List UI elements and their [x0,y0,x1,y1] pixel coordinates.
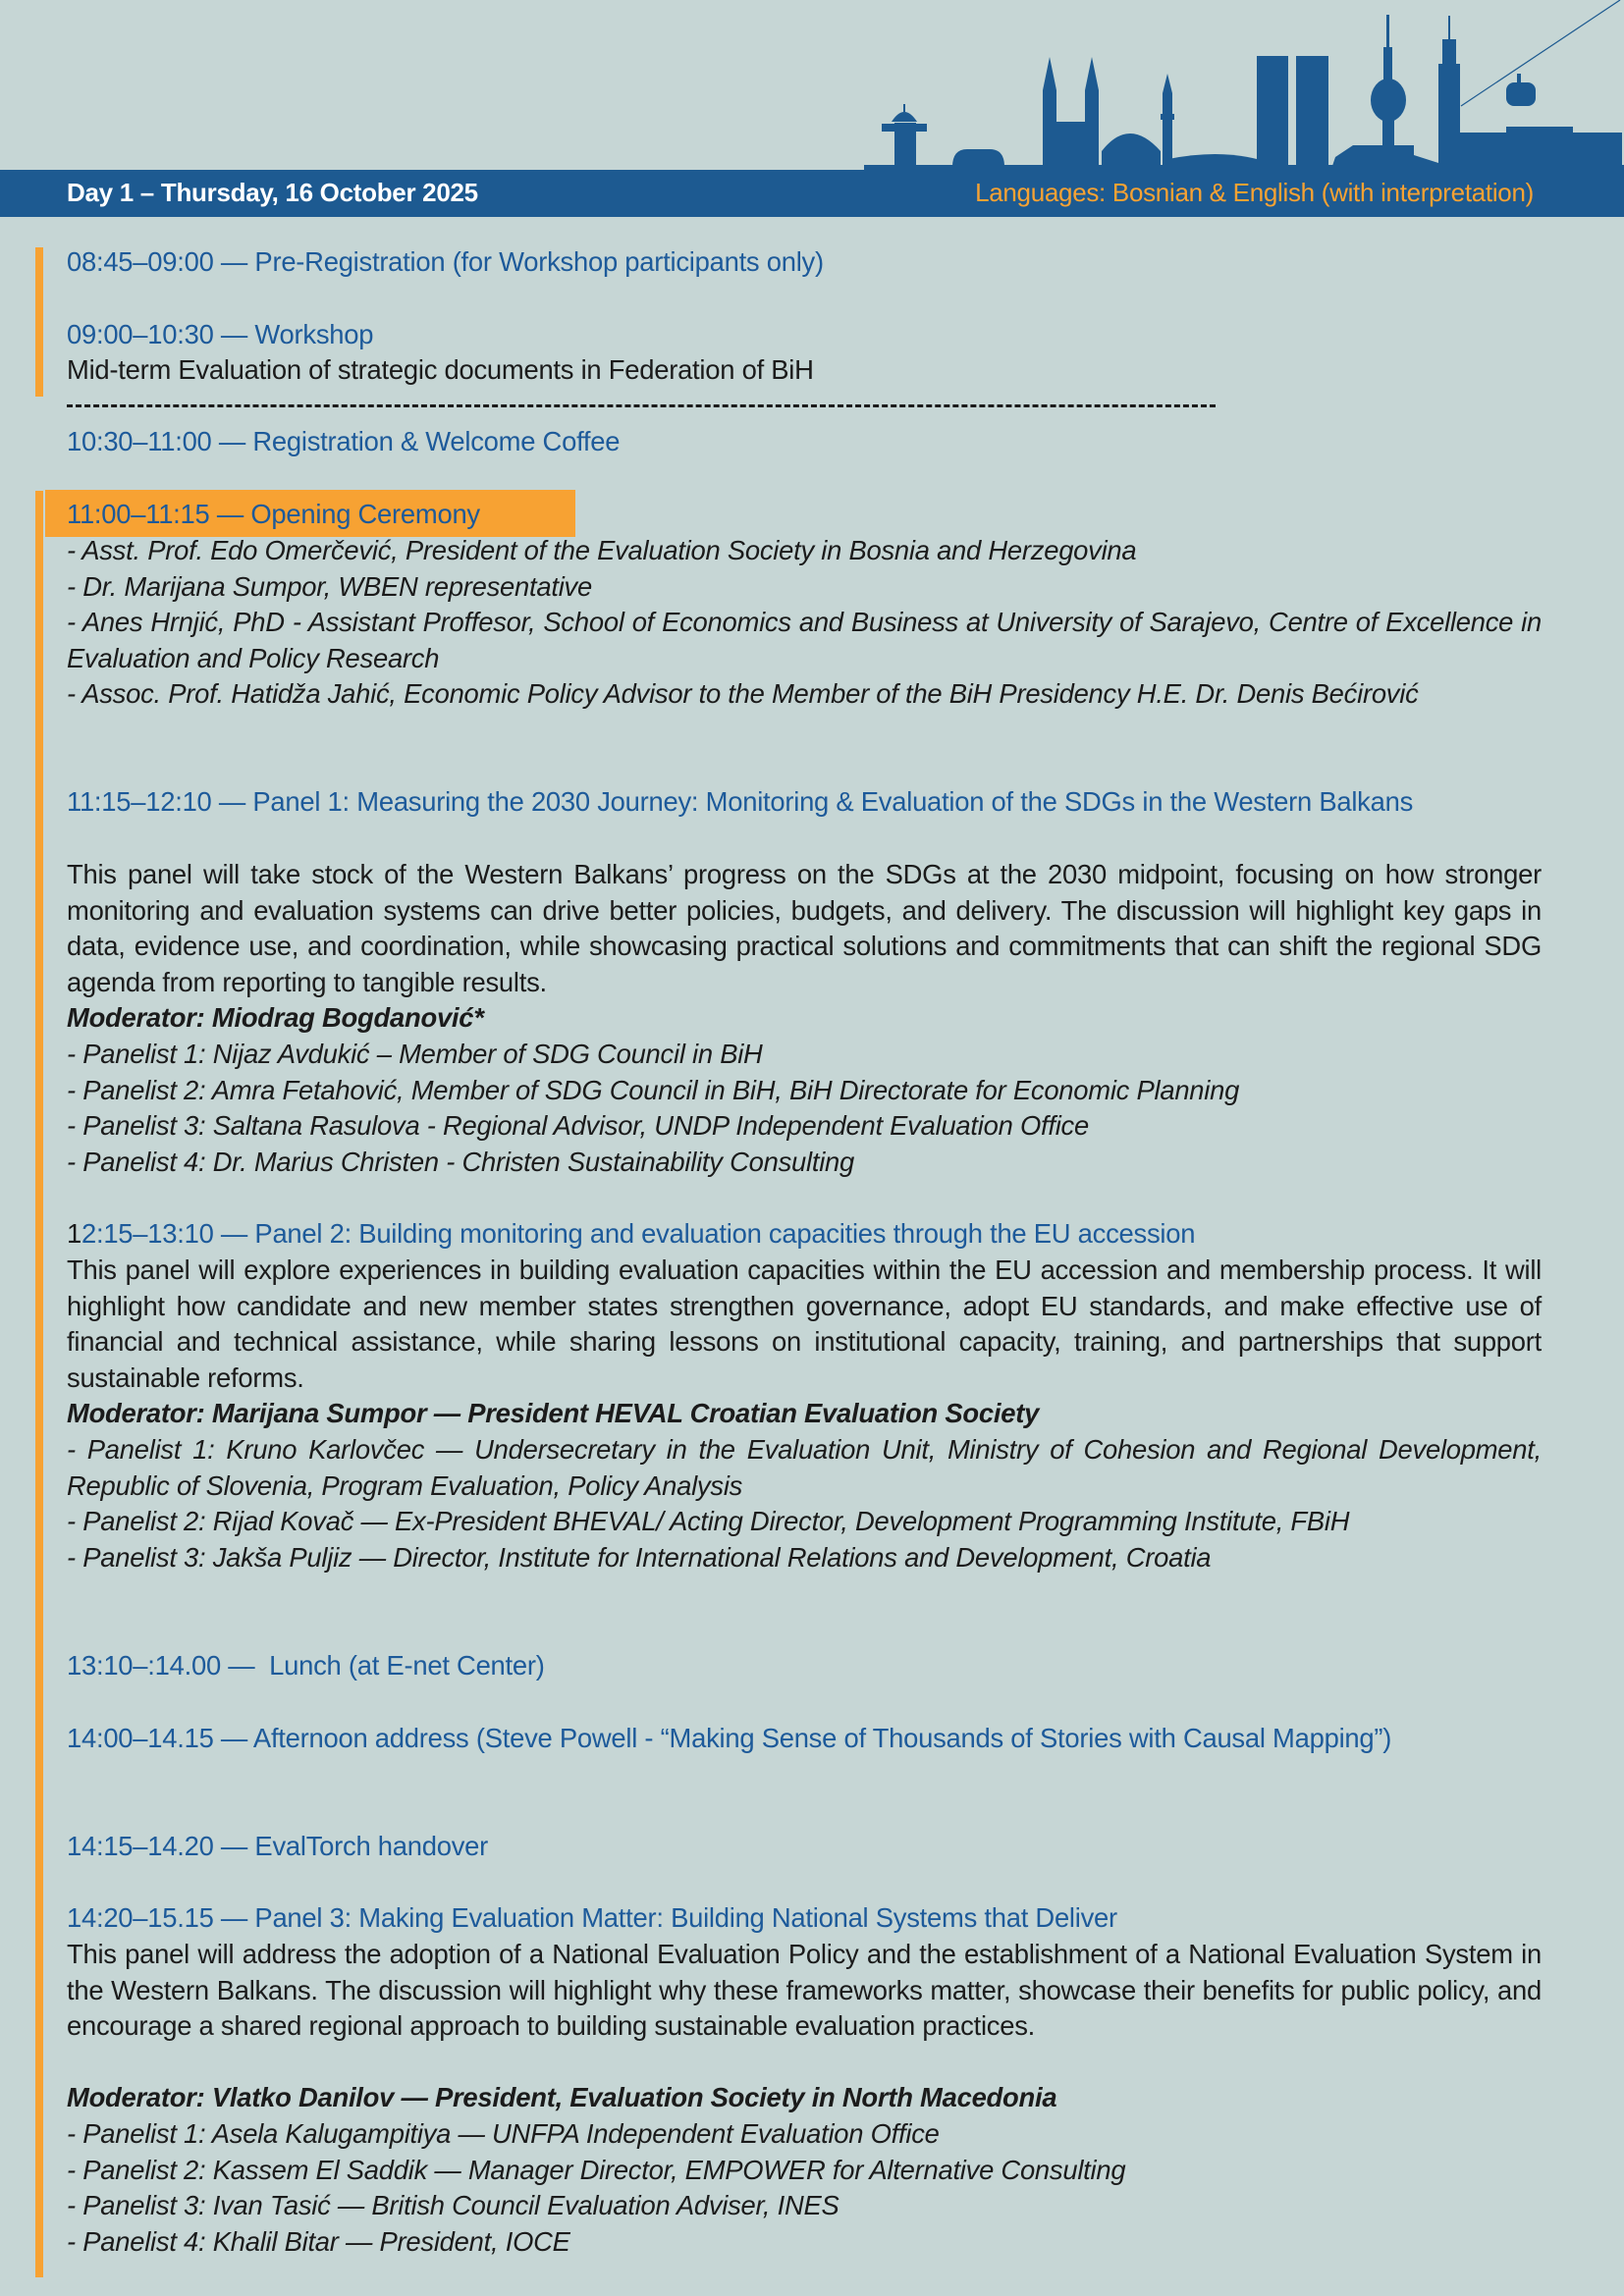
panelist: - Panelist 1: Asela Kalugampitiya — UNFPA Independent Evaluation Office [67,2118,940,2149]
speaker: - Asst. Prof. Edo Omerčević, President of the Evaluation Society in Bosnia and Herzegovina [67,535,1137,565]
languages-note: Languages: Bosnian & English (with interpretation) [975,178,1534,207]
panelist: - Panelist 2: Kassem El Saddik — Manager Director, EMPOWER for Alternative Consulting [67,2154,1126,2185]
speaker: - Dr. Marijana Sumpor, WBEN representative [67,570,592,602]
speaker: - Anes Hrnjić, PhD - Assistant Proffesor, School of Economics and Business at University of Sarajevo, Centre of Excellence in Evaluation and Policy Research [67,607,1542,673]
panel2-description: This panel will explore experiences in building evaluation capacities within the EU accession and membership process. It will highlight how candidate and new member states strengthen governance, adopt EU standards, and make effective use of financial and technical assistance, while sharing lessons on institutional capacity, training, and partnerships that support sustainable reforms. [67,1255,1542,1393]
panelist: - Panelist 1: Kruno Karlovčec — Undersecretary in the Evaluation Unit, Ministry of Cohesion and Regional Development, Republic of Slovenia, Program Evaluation, Policy Analysis [67,1434,1542,1501]
workshop-description: Mid-term Evaluation of strategic documents in Federation of BiH [67,354,814,385]
dashed-separator [67,404,1216,407]
panel2-title [67,1216,1542,1253]
panel3-description: This panel will address the adoption of a National Evaluation Policy and the establishment of a National Evaluation System in the Western Balkans. The discussion will highlight why these frameworks matter, showcase their benefits for public policy, and encourage a shared regional approach to building sustainable evaluation practices. [67,1939,1542,2041]
panel2-title-rest: 2:15–13:10 — Panel 2: Building monitoring and evaluation capacities through the EU accession [81,1218,1196,1249]
panel3-moderator: Moderator: Vlatko Danilov — President, Evaluation Society in North Macedonia [67,2082,1057,2112]
evaltorch-item: 14:15–14.20 — EvalTorch handover [67,1831,489,1861]
day-title: Day 1 – Thursday, 16 October 2025 [67,178,478,207]
panelist: - Panelist 3: Jakša Puljiz — Director, Institute for International Relations and Development, Croatia [67,1541,1212,1573]
panel1-description: This panel will take stock of the Western Balkans’ progress on the SDGs at the 2030 midpoint, focusing on how stronger monitoring and evaluation systems can drive better policies, budgets, and delivery. The discussion will highlight key gaps in data, evidence use, and coordination, while showcasing practical solutions and commitments that can shift the regional SDG agenda from reporting to tangible results. [67,859,1542,997]
panel3-title: 14:20–15.15 — Panel 3: Making Evaluation Matter: Building National Systems that Deliver [67,1902,1117,1933]
panelist: - Panelist 2: Amra Fetahović, Member of SDG Council in BiH, BiH Directorate for Economic Planning [67,1074,1240,1105]
panel3-panelists [67,2116,1542,2260]
panelist: - Panelist 4: Khalil Bitar — President, IOCE [67,2225,570,2257]
panelist: - Panelist 2: Rijad Kovač — Ex-President BHEVAL/ Acting Director, Development Programming Institute, FBiH [67,1506,1350,1536]
lunch-item: 13:10–:14.00 — Lunch (at E-net Center) [67,1650,545,1681]
afternoon-address-item: 14:00–14.15 — Afternoon address (Steve Powell - “Making Sense of Thousands of Stories with Causal Mapping”) [67,1723,1392,1753]
opening-title: 11:00–11:15 — Opening Ceremony [67,499,480,529]
panel2-moderator: Moderator: Marijana Sumpor — President HEVAL Croatian Evaluation Society [67,1398,1040,1428]
accent-bar-main [35,491,43,2277]
pre-registration-item: 08:45–09:00 — Pre-Registration (for Workshop participants only) [67,246,824,277]
city-skyline-icon [0,0,1624,172]
panel1-moderator: Moderator: Miodrag Bogdanović* [67,1002,484,1033]
accent-bar-morning [35,247,43,397]
panel1-title: 11:15–12:10 — Panel 1: Measuring the 2030 Journey: Monitoring & Evaluation of the SDGs in the Western Balkans [67,786,1414,817]
speaker: - Assoc. Prof. Hatidža Jahić, Economic Policy Advisor to the Member of the BiH Presidency H.E. Dr. Denis Bećirović [67,678,1419,709]
panelist: - Panelist 3: Ivan Tasić — British Council Evaluation Adviser, INES [67,2190,839,2220]
workshop-title: 09:00–10:30 — Workshop [67,319,374,349]
panel2-title-first-char: 1 [67,1218,81,1249]
panelist: - Panelist 4: Dr. Marius Christen - Christen Sustainability Consulting [67,1146,854,1177]
panel2-panelists [67,1432,1542,1575]
panelist: - Panelist 1: Nijaz Avdukić – Member of SDG Council in BiH [67,1039,763,1069]
panel1-panelists [67,1037,1542,1180]
registration-item: 10:30–11:00 — Registration & Welcome Coffee [67,426,621,456]
opening-speakers [67,533,1542,713]
panelist: - Panelist 3: Saltana Rasulova - Regional Advisor, UNDP Independent Evaluation Office [67,1110,1089,1141]
